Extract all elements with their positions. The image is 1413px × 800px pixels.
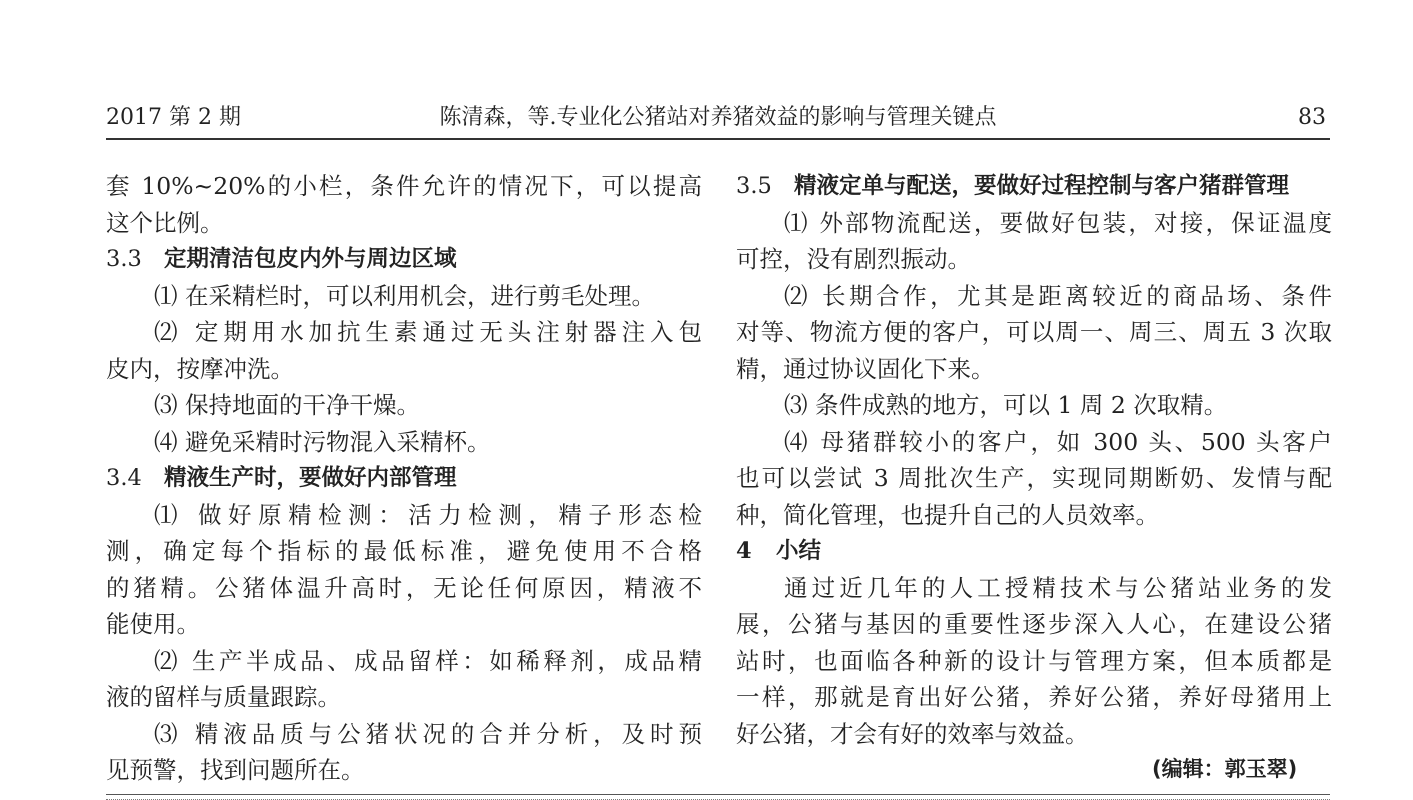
text-line: ⑷ 母猪群较小的客户，如 300 头、500 头客户 <box>784 427 1332 456</box>
text-line: ⑶ 精液品质与公猪状况的合并分析，及时预 <box>154 719 702 748</box>
section-heading <box>106 241 702 278</box>
section-title: 精液生产时，要做好内部管理 <box>164 465 457 491</box>
text-line: 可控，没有剧烈振动。 <box>736 245 971 273</box>
text-line: 通过近几年的人工授精技术与公猪站业务的发 <box>784 573 1332 602</box>
text-line: ⑶ 保持地面的干净干燥。 <box>154 391 420 419</box>
text-line: ⑷ 避免采精时污物混入采精杯。 <box>154 427 491 456</box>
text-line: 站时，也面临各种新的设计与管理方案，但本质都是 <box>736 646 1332 675</box>
article-title: 陈清森，等.专业化公猪站对养猪效益的影响与管理关键点 <box>439 105 997 130</box>
text-line: 见预警，找到问题所在。 <box>106 756 365 784</box>
text-line: ⑴ 外部物流配送，要做好包装，对接，保证温度 <box>784 208 1332 237</box>
section-number: 3.3 <box>106 246 142 272</box>
text-line: 好公猪，才会有好的效率与效益。 <box>736 719 1089 748</box>
text-line: 对等、物流方便的客户，可以周一、周三、周五 3 次取 <box>736 318 1332 346</box>
section-heading <box>736 533 1332 570</box>
text-line: ⑴ 在采精栏时，可以利用机会，进行剪毛处理。 <box>154 281 655 310</box>
text-line: 也可以尝试 3 周批次生产，实现同期断奶、发情与配 <box>736 464 1332 492</box>
text-line: 精，通过协议固化下来。 <box>736 354 995 383</box>
journal-issue: 2017 第 2 期 <box>106 105 241 130</box>
section-title: 小结 <box>776 538 822 564</box>
text-line: ⑶ 条件成熟的地方，可以 1 周 2 次取精。 <box>784 391 1228 419</box>
section-number: 4 <box>736 538 752 564</box>
text-line: ⑵ 长期合作，尤其是距离较近的商品场、条件 <box>784 281 1332 310</box>
text-line: 液的留样与质量跟踪。 <box>106 683 341 711</box>
section-title: 精液定单与配送，要做好过程控制与客户猪群管理 <box>794 173 1290 199</box>
section-heading <box>106 460 702 497</box>
editor-note: (编辑：郭玉翠) <box>1152 757 1298 781</box>
text-line: ⑵ 生产半成品、成品留样：如稀释剂，成品精 <box>154 646 702 675</box>
running-header <box>106 104 1330 140</box>
text-line: 的猪精。公猪体温升高时，无论任何原因，精液不 <box>106 573 702 602</box>
text-line: 测，确定每个指标的最低标准，避免使用不合格 <box>106 537 702 565</box>
section-title: 定期清洁包皮内外与周边区域 <box>164 246 457 272</box>
text-line: 能使用。 <box>106 610 200 638</box>
text-line: ⑵ 定期用水加抗生素通过无头注射器注入包 <box>154 318 702 346</box>
section-heading <box>736 168 1332 205</box>
text-line: 皮内，按摩冲洗。 <box>106 354 294 383</box>
left-column <box>106 168 702 789</box>
text-line: 这个比例。 <box>106 208 224 237</box>
section-number: 3.5 <box>736 173 772 199</box>
text-line: 套 10%~20%的小栏，条件允许的情况下，可以提高 <box>106 172 702 200</box>
bottom-rule <box>106 794 1330 800</box>
page-number: 83 <box>1298 105 1326 130</box>
text-line: 展，公猪与基因的重要性逐步深入人心，在建设公猪 <box>736 610 1332 638</box>
text-line: 一样，那就是育出好公猪，养好公猪，养好母猪用上 <box>736 683 1332 711</box>
right-column <box>736 168 1332 752</box>
text-line: ⑴ 做好原精检测：活力检测，精子形态检 <box>154 500 702 529</box>
text-line: 种，简化管理，也提升自己的人员效率。 <box>736 500 1159 529</box>
section-number: 3.4 <box>106 465 142 491</box>
